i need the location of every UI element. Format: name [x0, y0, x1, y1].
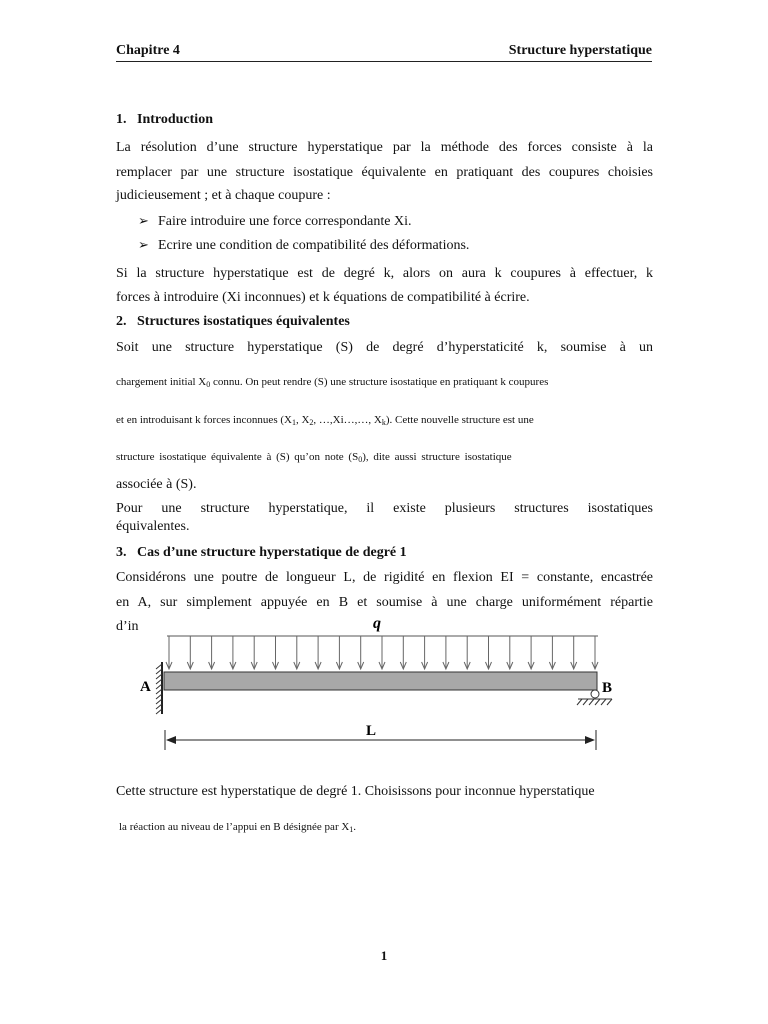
- dimension-arrow-right-icon: [585, 736, 595, 744]
- support-label-a: A: [140, 679, 151, 695]
- beam: [164, 672, 597, 690]
- paragraph-line: d’in: [116, 619, 139, 634]
- paragraph-line: Si la structure hyperstatique est de degré k, alors on aura k coupures à effectuer, k: [116, 266, 653, 281]
- paragraph-line: et en introduisant k forces inconnues ($X_1$, $X_2$, …,Xi…,…, $X_k$). Cette nouvelle structure est une: [116, 414, 534, 427]
- paragraph-line: Considérons une poutre de longueur L, de rigidité en flexion EI = constante, encastrée: [116, 570, 653, 585]
- roller-support-hatching: [577, 699, 612, 705]
- roller-support: [591, 690, 599, 698]
- beam-diagram: [140, 612, 640, 762]
- dimension-arrow-left-icon: [166, 736, 176, 744]
- distributed-load-arrows: [166, 636, 598, 669]
- load-label: q: [373, 615, 381, 632]
- arrow-bullet-icon: ➢: [138, 237, 149, 252]
- paragraph-line: Cette structure est hyperstatique de degré 1. Choisissons pour inconnue hyperstatique: [116, 784, 595, 799]
- chapter-label: Chapitre 4: [116, 43, 180, 58]
- paragraph-line: Soit une structure hyperstatique (S) de degré d’hyperstaticité k, soumise à un: [116, 340, 653, 355]
- page-number: 1: [380, 948, 388, 963]
- list-item: ➢ Faire introduire une force correspondante Xi.: [138, 213, 412, 229]
- paragraph-line: en A, sur simplement appuyée en B et soumise à une charge uniformément répartie: [116, 595, 653, 610]
- chapter-title: Structure hyperstatique: [508, 43, 652, 58]
- paragraph-line: équivalentes.: [116, 519, 190, 534]
- hatch-line: [607, 699, 612, 705]
- paragraph-line: structure isostatique équivalente à (S) qu’on note $(S_0)$, dite aussi structure isostatique: [116, 451, 512, 464]
- paragraph-line: La résolution d’une structure hyperstatique par la méthode des forces consiste à la: [116, 140, 653, 155]
- paragraph-line: remplacer par une structure isostatique équivalente en pratiquant des coupures choisies: [116, 165, 653, 180]
- support-label-b: B: [602, 680, 613, 696]
- paragraph-line: judicieusement ; et à chaque coupure :: [116, 188, 331, 203]
- hatch-line: [601, 699, 606, 705]
- paragraph-line: chargement initial $X_0$ connu. On peut rendre (S) une structure isostatique en pratiquant k coupures: [116, 376, 549, 389]
- arrow-bullet-icon: ➢: [138, 213, 149, 228]
- paragraph-line: associée à (S).: [116, 477, 197, 492]
- page-header: [116, 43, 652, 62]
- section-heading: 1. Introduction: [116, 112, 213, 127]
- hatch-line: [583, 699, 588, 705]
- hatch-line: [595, 699, 600, 705]
- length-label: L: [366, 723, 377, 739]
- beam-diagram-svg: [140, 612, 640, 762]
- list-item: ➢ Ecrire une condition de compatibilité des déformations.: [138, 237, 470, 253]
- hatch-line: [589, 699, 594, 705]
- section-heading: 3. Cas d’une structure hyperstatique de degré 1: [116, 545, 407, 560]
- paragraph-line: forces à introduire (Xi inconnues) et k équations de compatibilité à écrire.: [116, 290, 530, 305]
- hatch-line: [577, 699, 582, 705]
- paragraph-line: Pour une structure hyperstatique, il existe plusieurs structures isostatiques: [116, 501, 653, 516]
- paragraph-line: la réaction au niveau de l’appui en B désignée par $X_1$.: [119, 821, 357, 834]
- section-heading: 2. Structures isostatiques équivalentes: [116, 314, 350, 329]
